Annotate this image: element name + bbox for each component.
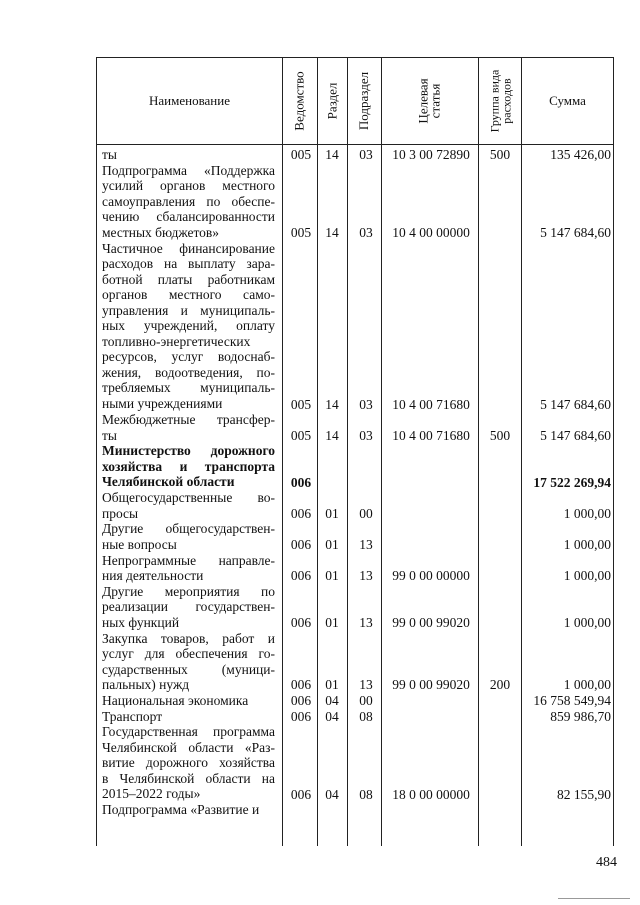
header-summa-label: Сумма	[549, 93, 586, 108]
row-celevaya-statya: 99 0 00 99020	[392, 615, 470, 630]
row-razdel: 04	[325, 693, 339, 708]
row-name-line: Межбюджетные трансфер-	[102, 412, 275, 428]
row-summa: 1 000,00	[563, 505, 611, 521]
row-name-line: пальных) нужд	[102, 677, 190, 693]
row-name	[102, 147, 275, 163]
row-name-line: витие дорожного хозяйства	[102, 755, 275, 771]
row-celevaya-statya: 10 4 00 00000	[392, 225, 470, 240]
row-podrazdel: 08	[359, 786, 373, 802]
row-name-line: Государственная программа	[102, 724, 275, 740]
row-name-line: чению сбалансированности	[102, 209, 275, 225]
row-name	[102, 490, 275, 521]
row-name-line: Общегосударственные во-	[102, 490, 275, 506]
row-name	[102, 241, 275, 412]
row-name-line: Подпрограмма «Развитие и	[102, 802, 260, 818]
row-summa: 82 155,90	[557, 786, 611, 802]
row-podrazdel: 08	[359, 708, 373, 724]
row-summa: 859 986,70	[550, 708, 611, 724]
row-name-line: в Челябинской области на	[102, 770, 275, 786]
row-name-line: ты	[102, 427, 117, 443]
row-podrazdel: 03	[359, 147, 373, 162]
footer-rule	[558, 898, 630, 899]
row-vedomstvo: 005	[290, 225, 312, 240]
row-summa: 135 426,00	[550, 147, 611, 162]
row-vedomstvo: 006	[290, 568, 312, 584]
row-name-line: Непрограммные направле-	[102, 552, 275, 568]
row-vedomstvo: 006	[290, 708, 312, 724]
header-gruppa-line1: Группа вида	[487, 69, 501, 133]
row-name-line: требляемых муниципаль-	[102, 380, 275, 396]
row-name-line: хозяйства и транспорта	[102, 458, 275, 474]
row-gruppa: 500	[489, 427, 511, 443]
row-name-line: усилий органов местного	[102, 178, 275, 194]
row-name-line: Частичное финансирование	[102, 240, 275, 256]
row-name-line: ные вопросы	[102, 536, 177, 552]
row-name-line: Другие общегосударствен-	[102, 521, 275, 537]
row-name-line: Челябинской области «Раз-	[102, 739, 275, 755]
row-name-line: жения, водоотведения, по-	[102, 364, 275, 380]
row-razdel: 01	[325, 677, 339, 693]
row-name-line: ния деятельности	[102, 568, 204, 584]
row-name-line: местных бюджетов»	[102, 224, 220, 240]
row-name-line: Подпрограмма «Поддержка	[102, 162, 275, 178]
header-vedomstvo-label: Ведомство	[292, 71, 307, 131]
row-podrazdel: 13	[359, 537, 373, 552]
row-name-line: ных функций	[102, 614, 180, 630]
row-name-line: ными учреждениями	[102, 395, 223, 411]
row-gruppa: 500	[489, 147, 511, 162]
row-name-line: ных учреждений, оплату	[102, 318, 275, 334]
header-podrazdel	[348, 58, 381, 144]
row-name-line: ботной платы работникам	[102, 271, 275, 287]
header-summa	[522, 58, 613, 144]
row-name-line: Транспорт	[102, 708, 163, 724]
row-name-line: 2015–2022 годы»	[102, 786, 201, 802]
row-summa: 1 000,00	[563, 677, 611, 693]
row-razdel: 14	[325, 396, 339, 412]
column-divider	[347, 57, 348, 846]
row-celevaya-statya: 10 4 00 71680	[392, 396, 470, 412]
row-razdel: 01	[325, 568, 339, 584]
row-summa: 5 147 684,60	[540, 225, 611, 240]
row-summa: 1 000,00	[563, 568, 611, 584]
header-gruppa-rashodov	[479, 58, 521, 144]
row-name	[102, 693, 275, 709]
row-name-line: самоуправления по обеспе-	[102, 193, 275, 209]
row-name-line: ты	[102, 147, 117, 162]
row-name-line: Закупка товаров, работ и	[102, 630, 275, 646]
row-razdel: 14	[325, 427, 339, 443]
row-podrazdel: 03	[359, 225, 373, 240]
row-celevaya-statya: 10 3 00 72890	[392, 147, 470, 162]
column-divider	[521, 57, 522, 846]
header-vedomstvo	[283, 58, 317, 144]
row-razdel: 04	[325, 708, 339, 724]
row-name	[102, 631, 275, 693]
row-name-line: сударственных (муници-	[102, 661, 275, 677]
row-summa: 16 758 549,94	[533, 693, 611, 708]
row-vedomstvo: 005	[290, 427, 312, 443]
row-name	[102, 724, 275, 802]
row-razdel: 14	[325, 147, 339, 162]
row-vedomstvo: 006	[290, 615, 312, 630]
row-name	[102, 163, 275, 241]
row-name-line: Челябинской области	[102, 474, 235, 490]
header-razdel	[318, 58, 347, 144]
row-name-line: Другие мероприятия по	[102, 583, 275, 599]
row-name-line: просы	[102, 505, 139, 521]
row-celevaya-statya: 99 0 00 99020	[392, 677, 470, 693]
row-name-line: топливно-энергетических	[102, 333, 251, 349]
header-gruppa-label	[488, 70, 512, 133]
row-podrazdel: 13	[359, 677, 373, 693]
row-name-line: услуг для обеспечения го-	[102, 646, 275, 662]
row-celevaya-statya: 10 4 00 71680	[392, 427, 470, 443]
page-number: 484	[596, 855, 617, 870]
row-name-line: органов местного само-	[102, 287, 275, 303]
row-name	[102, 584, 275, 631]
row-razdel: 01	[325, 615, 339, 630]
row-summa: 17 522 269,94	[533, 474, 611, 490]
row-name-line: управления и муниципаль-	[102, 302, 275, 318]
row-name	[102, 802, 275, 818]
row-vedomstvo: 006	[290, 505, 312, 521]
row-celevaya-statya: 99 0 00 00000	[392, 568, 470, 584]
header-celevaya-line1: Целевая	[415, 78, 431, 124]
header-name	[97, 58, 282, 144]
column-divider	[317, 57, 318, 846]
row-vedomstvo: 005	[290, 147, 312, 162]
row-podrazdel: 03	[359, 396, 373, 412]
row-razdel: 01	[325, 505, 339, 521]
row-vedomstvo: 006	[290, 786, 312, 802]
row-name	[102, 521, 275, 552]
header-celevaya-line2: статья	[427, 83, 443, 119]
header-celevaya-label	[415, 78, 443, 124]
row-podrazdel: 00	[359, 693, 373, 708]
row-podrazdel: 13	[359, 568, 373, 584]
row-podrazdel: 00	[359, 505, 373, 521]
header-podrazdel-label: Подраздел	[356, 71, 372, 131]
row-vedomstvo: 006	[290, 474, 312, 490]
row-vedomstvo: 005	[290, 396, 312, 412]
row-name	[102, 412, 275, 443]
header-name-label: Наименование	[149, 93, 230, 108]
row-podrazdel: 13	[359, 615, 373, 630]
row-name	[102, 553, 275, 584]
column-divider	[478, 57, 479, 846]
row-summa: 5 147 684,60	[540, 396, 611, 412]
row-razdel: 14	[325, 225, 339, 240]
header-gruppa-line2: расходов	[499, 78, 513, 124]
header-razdel-label: Раздел	[324, 82, 340, 120]
row-name-line: Национальная экономика	[102, 693, 249, 708]
header-celevaya-statya	[382, 58, 478, 144]
row-vedomstvo: 006	[290, 677, 312, 693]
row-vedomstvo: 006	[290, 537, 312, 552]
row-name	[102, 443, 275, 490]
row-celevaya-statya: 18 0 00 00000	[392, 786, 470, 802]
row-summa: 1 000,00	[563, 537, 611, 552]
row-name-line: Министерство дорожного	[102, 443, 275, 459]
row-name-line: реализации государствен-	[102, 599, 275, 615]
row-name	[102, 709, 275, 725]
row-gruppa: 200	[489, 677, 511, 693]
row-name-line: расходов на выплату зара-	[102, 256, 275, 272]
column-divider	[381, 57, 382, 846]
row-vedomstvo: 006	[290, 693, 312, 708]
row-podrazdel: 03	[359, 427, 373, 443]
row-razdel: 01	[325, 537, 339, 552]
row-summa: 5 147 684,60	[540, 427, 611, 443]
row-summa: 1 000,00	[563, 615, 611, 630]
row-razdel: 04	[325, 786, 339, 802]
row-name-line: ресурсов, услуг водоснаб-	[102, 349, 275, 365]
column-divider	[282, 57, 283, 846]
